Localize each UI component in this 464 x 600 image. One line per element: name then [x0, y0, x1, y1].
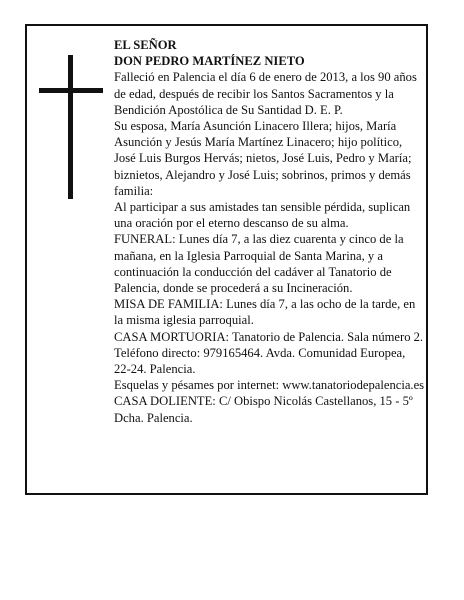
cross-vertical-bar	[68, 55, 73, 199]
cross-horizontal-bar	[39, 88, 103, 93]
deceased-name: DON PEDRO MARTÍNEZ NIETO	[114, 54, 305, 69]
prayer-request: Al participar a sus amistades tan sensible pérdida, suplican una oración por el eterno descanso de su alma.	[114, 200, 411, 231]
death-announcement: Falleció en Palencia el día 6 de enero de 2013, a los 90 años de edad, después de recibir los Santos Sacramentos y la Bendición Apostólica de Su Santidad D. E. P.	[114, 70, 417, 117]
family-list: Su esposa, María Asunción Linacero Illera; hijos, María Asunción y Jesús María Martínez Linacero; hijo político, José Luis Burgos Hervás; nietos, José Luis, Pedro y María; biznietos, Alejandro y José Luis; sobrinos, primos y demás familia:	[114, 119, 412, 198]
funeral-info: FUNERAL: Lunes día 7, a las diez cuarenta y cinco de la mañana, en la Iglesia Parroquial de Santa Marina, y a continuación la conducción del cadáver al Tanatorio de Palencia, donde se procederá a su Incineración.	[114, 232, 404, 296]
family-mass-info: MISA DE FAMILIA: Lunes día 7, a las ocho de la tarde, en la misma iglesia parroquial.	[114, 297, 416, 328]
online-condolences: Esquelas y pésames por internet: www.tanatoriodepalencia.es	[114, 378, 425, 393]
notice-text	[114, 37, 425, 426]
notice-title: EL SEÑOR	[114, 38, 177, 52]
obituary-notice	[25, 24, 428, 495]
family-home-address: CASA DOLIENTE: C/ Obispo Nicolás Castellanos, 15 - 5º Dcha. Palencia.	[114, 394, 413, 425]
funeral-home-info: CASA MORTUORIA: Tanatorio de Palencia. Sala número 2. Teléfono directo: 979165464. Avda. Comunidad Europea, 22-24. Palencia.	[114, 329, 424, 377]
cross-icon	[39, 55, 103, 199]
